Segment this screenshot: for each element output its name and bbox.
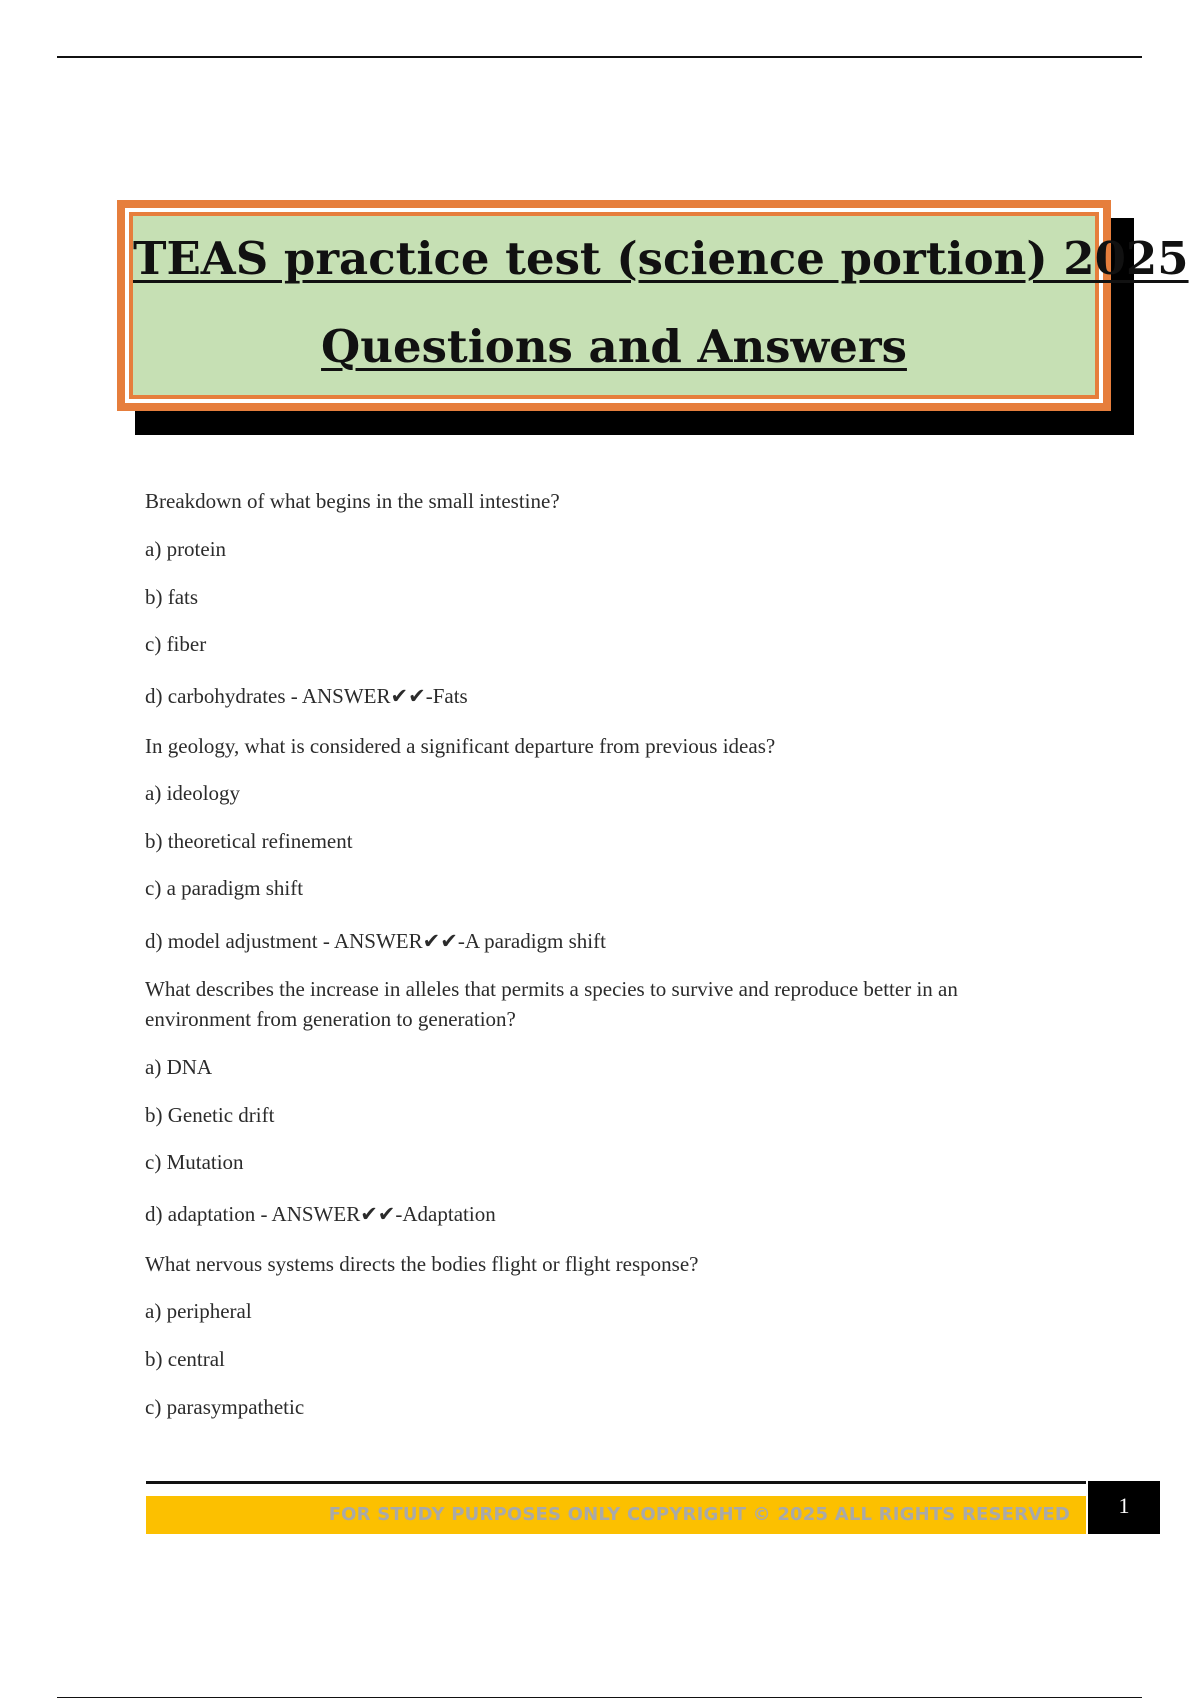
answer-option: a) protein — [145, 537, 227, 561]
answer-option: c) Mutation — [145, 1150, 244, 1174]
answer-option: a) DNA — [145, 1055, 213, 1079]
question-list — [145, 486, 1065, 1422]
answer-option: c) a paradigm shift — [145, 876, 304, 900]
answer-option: c) parasympathetic — [145, 1395, 305, 1419]
answer-option: b) Genetic drift — [145, 1103, 275, 1127]
document-title: TEAS practice test (science portion) 2025 — [133, 232, 1189, 285]
answer-option: b) theoretical refinement — [145, 829, 353, 853]
answer-option: a) peripheral — [145, 1299, 252, 1323]
footer-bar — [146, 1496, 1086, 1534]
title-banner — [117, 200, 1189, 411]
question-text: What describes the increase in alleles that permits a species to survive and reproduce better in an environment from generation to generation? — [145, 977, 958, 1031]
page-number: 1 — [1088, 1481, 1160, 1534]
answer-option: b) fats — [145, 585, 199, 609]
bottom-rule — [57, 1697, 1142, 1698]
answer-option: d) adaptation - ANSWER✔✔-Adaptation — [145, 1202, 496, 1226]
answer-option: d) carbohydrates - ANSWER✔✔-Fats — [145, 684, 468, 708]
answer-option: b) central — [145, 1347, 225, 1371]
document-subtitle: Questions and Answers — [321, 320, 907, 373]
answer-option: d) model adjustment - ANSWER✔✔-A paradigm shift — [145, 929, 606, 953]
question-text: What nervous systems directs the bodies flight or flight response? — [145, 1252, 699, 1276]
answer-option: a) ideology — [145, 781, 241, 805]
top-rule — [57, 56, 1142, 58]
title-banner-fill — [133, 216, 1189, 395]
footer-rule — [146, 1481, 1086, 1484]
answer-option: c) fiber — [145, 632, 207, 656]
question-text: In geology, what is considered a significant departure from previous ideas? — [145, 734, 776, 758]
copyright-notice: FOR STUDY PURPOSES ONLY COPYRIGHT © 2025 ALL RIGHTS RESERVED — [328, 1504, 1070, 1525]
question-text: Breakdown of what begins in the small intestine? — [145, 489, 560, 513]
